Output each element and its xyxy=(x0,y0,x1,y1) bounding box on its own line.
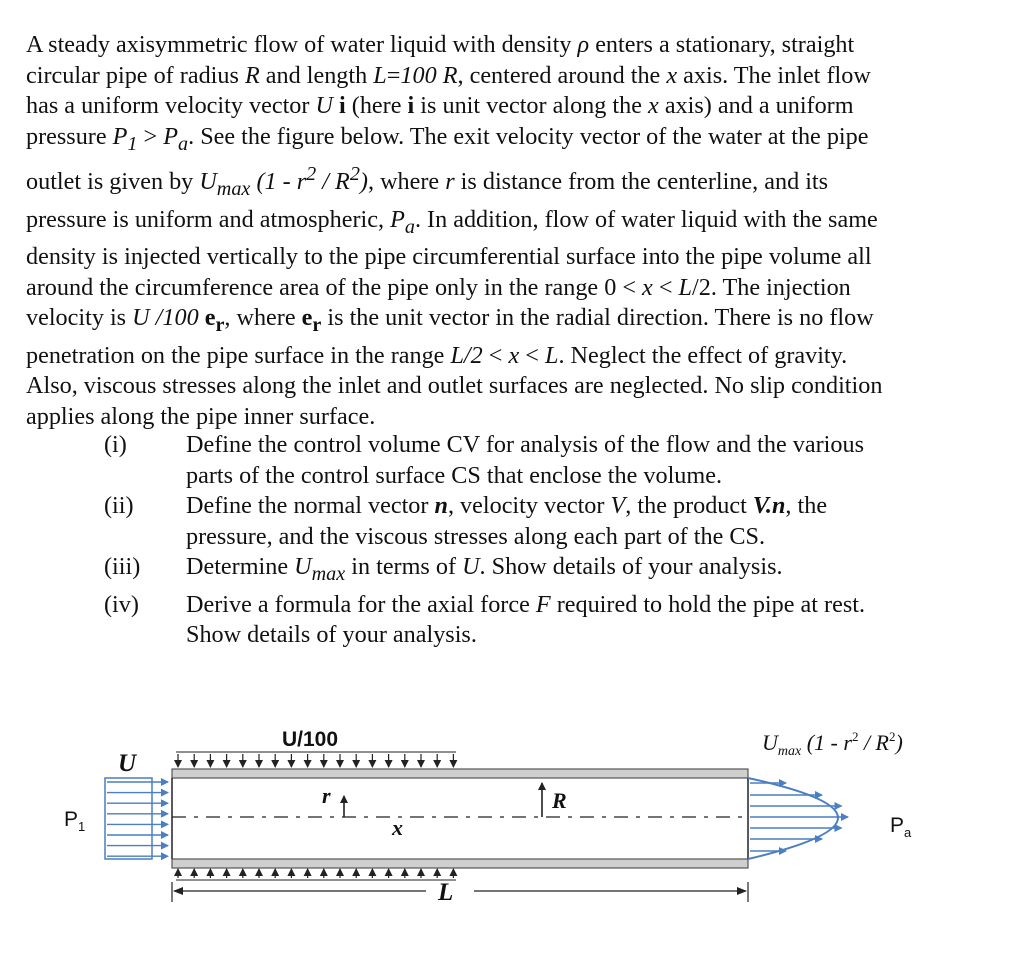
pipe-bottom-wall xyxy=(172,859,748,868)
statement-line: Also, viscous stresses along the inlet and outlet surfaces are neglected. No slip condition xyxy=(26,372,883,400)
statement-line: pressure is uniform and atmospheric, $P_a$. In addition, flow of water liquid with the same xyxy=(26,205,878,238)
radius-label: R xyxy=(552,788,567,813)
outlet-pressure-label: $P_a$ xyxy=(890,814,912,840)
statement-line: penetration on the pipe surface in the range L/2 < x < L. Neglect the effect of gravity. xyxy=(26,341,848,369)
question-item xyxy=(104,430,984,491)
statement-line: circular pipe of radius R and length L=100 R, centered around the x axis. The inlet flow xyxy=(26,61,871,89)
question-text: Define the control volume CV for analysis of the flow and the various parts of the control surface CS that enclose the volume. xyxy=(186,431,864,489)
statement-line: outlet is given by $U_{max}$ $(1 - r^2 / R^2)$, where r is distance from the centerline, and its xyxy=(26,163,829,201)
problem-statement xyxy=(26,30,986,433)
pipe-figure xyxy=(0,700,1024,968)
statement-line: A steady axisymmetric flow of water liquid with density ρ enters a stationary, straight xyxy=(26,31,855,58)
question-number: (iv) xyxy=(104,590,139,618)
inlet-velocity-label: U xyxy=(118,750,137,777)
question-number: (ii) xyxy=(104,492,134,520)
statement-line: density is injected vertically to the pipe circumferential surface into the pipe volume all xyxy=(26,243,872,271)
injection-arrows-top xyxy=(176,752,456,767)
pipe-top-wall xyxy=(172,769,748,778)
question-text: Define the normal vector n, velocity vector V, the product V.n, the pressure, and the viscous stresses along each part of the CS. xyxy=(186,492,828,550)
question-number: (i) xyxy=(104,431,127,458)
injection-arrows-bottom xyxy=(176,869,456,880)
question-item xyxy=(104,552,984,589)
outlet-velocity-profile xyxy=(748,778,838,859)
statement-line: applies along the pipe inner surface. xyxy=(26,402,376,430)
inlet-pressure-label: $P_1$ xyxy=(64,808,86,834)
axial-coordinate-label: x xyxy=(392,815,403,840)
outlet-profile-label: $U_{max}$ $(1 - r^2 / R^2)$ xyxy=(762,729,903,759)
question-item xyxy=(104,491,984,552)
radial-coordinate-label: r xyxy=(322,783,331,808)
injection-velocity-label: U/100 xyxy=(282,728,339,751)
question-item xyxy=(104,590,984,651)
inlet-velocity-arrows xyxy=(107,782,168,856)
question-list xyxy=(104,430,984,651)
statement-line: pressure $P_1 > P_a$. See the figure below. The exit velocity vector of the water at the pipe xyxy=(26,122,869,155)
statement-line: has a uniform velocity vector U i (here i is unit vector along the x axis) and a uniform xyxy=(26,92,854,120)
length-label: L xyxy=(438,879,454,906)
question-text: Derive a formula for the axial force F required to hold the pipe at rest. Show details of your analysis. xyxy=(186,590,865,649)
question-number: (iii) xyxy=(104,553,141,581)
statement-line: around the circumference area of the pipe only in the range 0 < x < L/2. The injection xyxy=(26,273,851,301)
statement-line: velocity is U /100 $e_r$, where $e_r$ is the unit vector in the radial direction. There is no flow xyxy=(26,304,874,337)
question-text: Determine $U_{max}$ in terms of U. Show details of your analysis. xyxy=(186,553,783,586)
outlet-velocity-arrows xyxy=(750,783,848,851)
inlet-profile-box xyxy=(105,778,152,859)
